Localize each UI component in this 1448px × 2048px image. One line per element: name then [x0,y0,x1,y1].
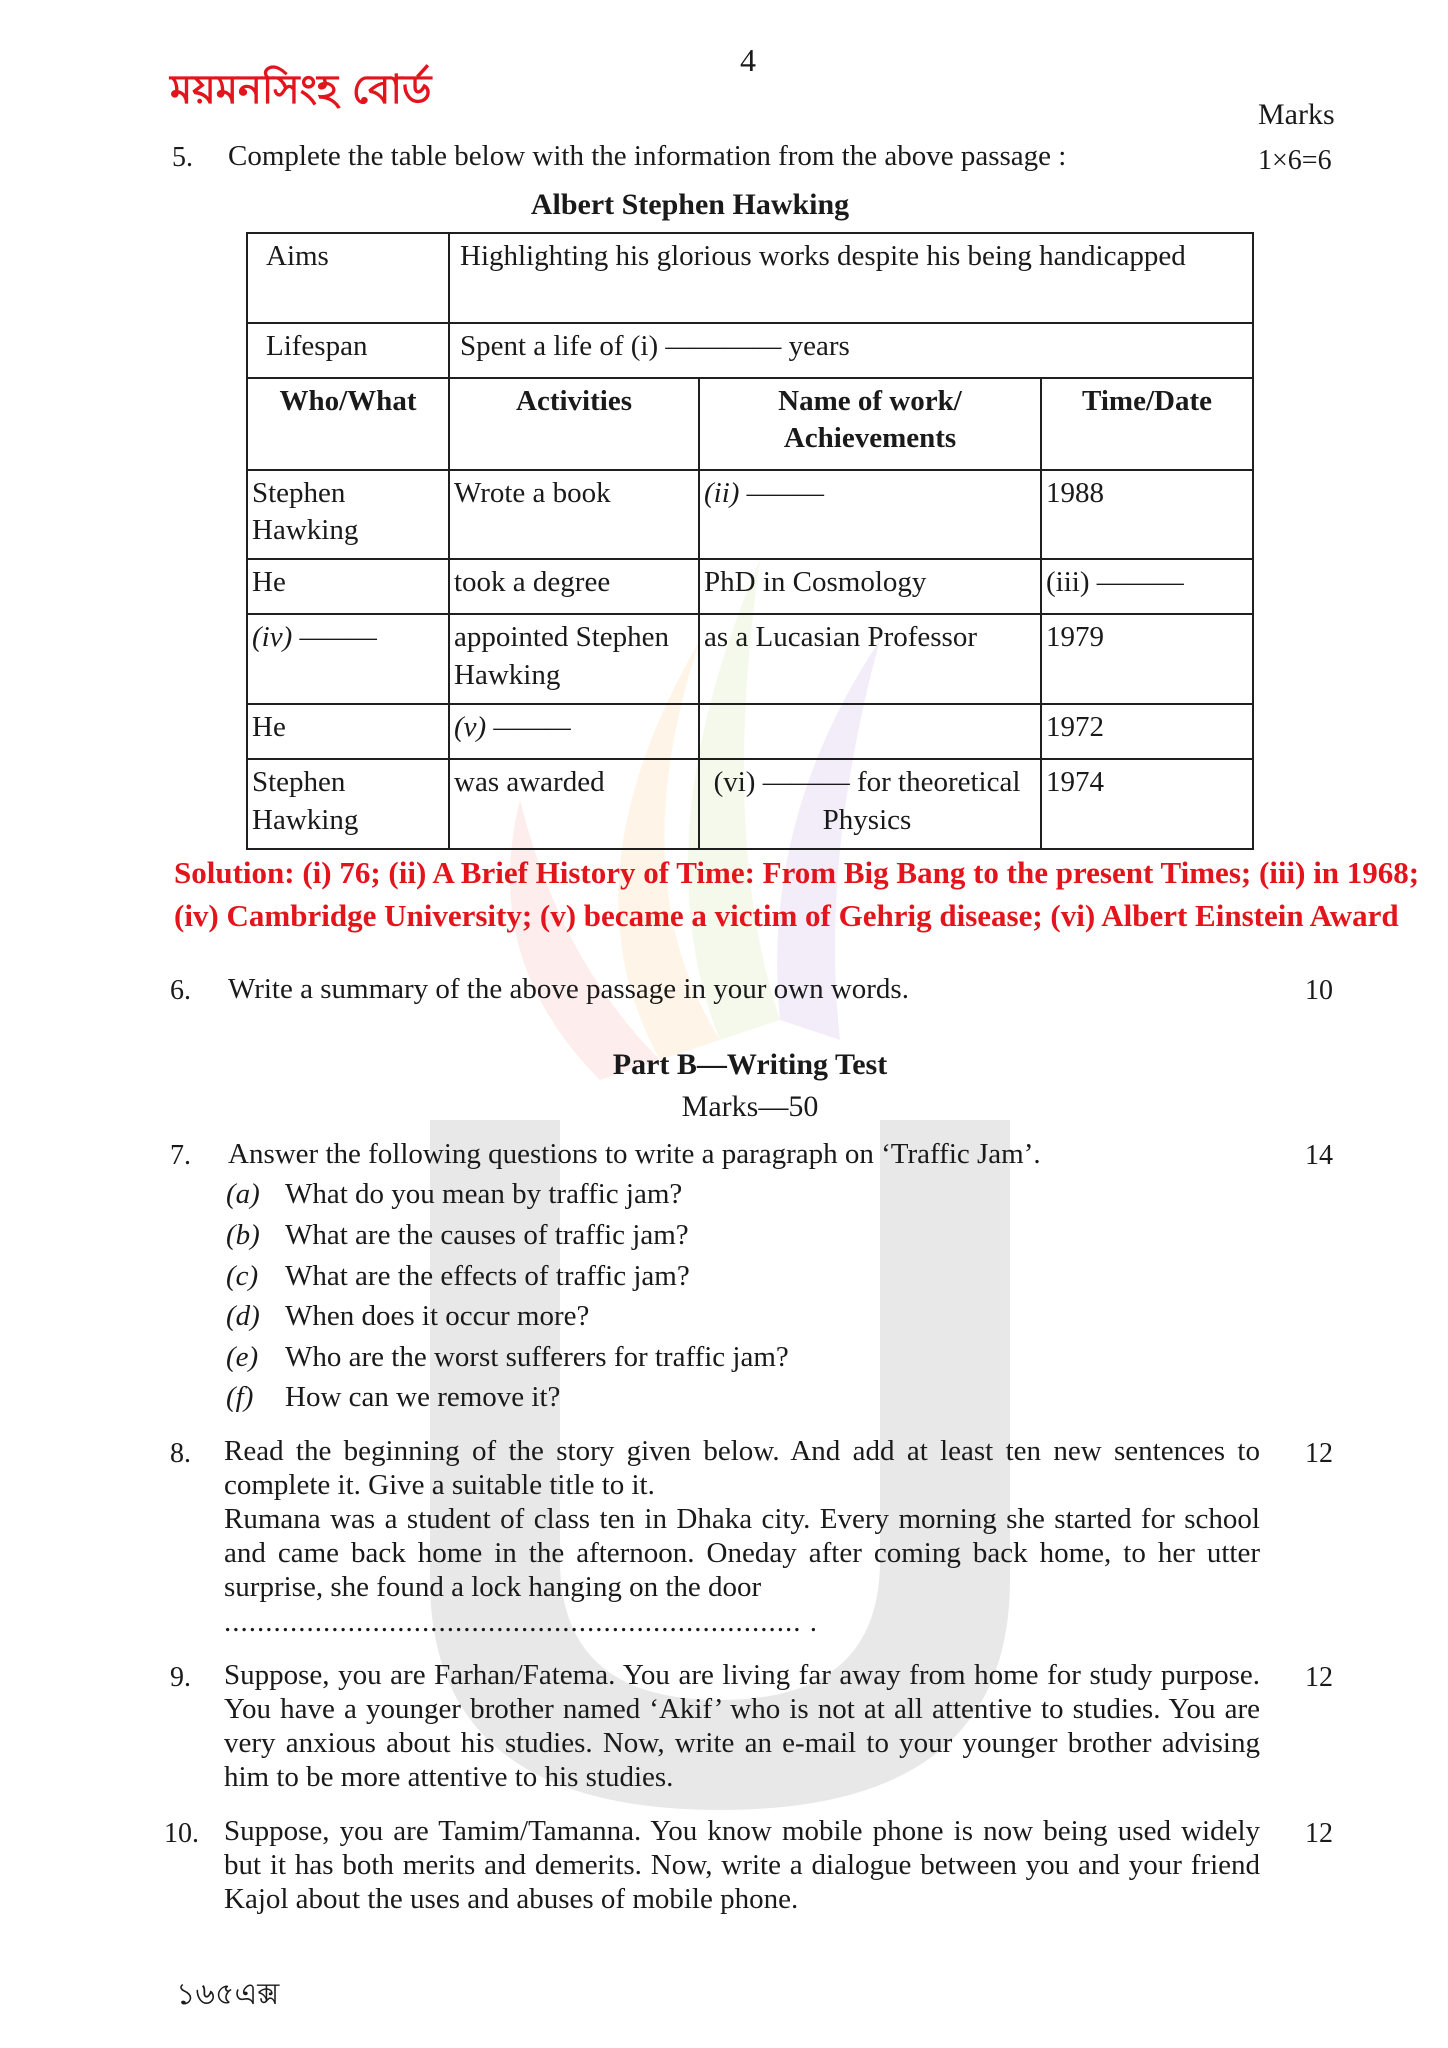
q8-text: Read the beginning of the story given below. And add at least ten new sentences to complete it. Give a suitable title to it. [224,1435,1260,1501]
q5-marks: 1×6=6 [1258,145,1332,176]
q7-sub-label: (f) [226,1381,254,1413]
cell: (iv) ——— [247,614,449,704]
aims-label: Aims [247,233,449,323]
q8-number: 8. [170,1438,191,1469]
q7-text: Answer the following questions to write a paragraph on ‘Traffic Jam’. [228,1138,1041,1170]
table-row [247,323,1253,378]
q5-number: 5. [172,142,193,173]
q5-text: Complete the table below with the information from the above passage : [228,140,1067,172]
marks-header: Marks [1258,98,1335,131]
table-row [247,759,1253,849]
cell: 1979 [1041,614,1253,704]
q6-marks: 10 [1305,975,1333,1006]
lifespan-label: Lifespan [247,323,449,378]
q7-sub-text: What are the effects of traffic jam? [285,1260,690,1292]
col-header-work: Name of work/ Achievements [699,378,1041,470]
cell: Stephen Hawking [247,470,449,560]
table-title: Albert Stephen Hawking [530,188,850,221]
cell: 1974 [1041,759,1253,849]
q8-dots: ...................................................................... . [224,1606,818,1638]
cell: (v) ——— [449,704,699,759]
cell: (iii) ——— [1041,559,1253,614]
info-table [246,232,1254,850]
board-name: ময়মনসিংহ বোর্ড [170,67,432,113]
q10-marks: 12 [1305,1818,1333,1849]
q7-sub-label: (c) [226,1260,259,1292]
aims-value: Highlighting his glorious works despite his being handicapped [449,233,1253,323]
q9-marks: 12 [1305,1662,1333,1693]
cell: He [247,704,449,759]
q7-sub-text: What do you mean by traffic jam? [285,1178,683,1210]
partb-marks: Marks—50 [681,1090,819,1123]
q7-sub-text: How can we remove it? [285,1381,561,1413]
q7-sub-text: Who are the worst sufferers for traffic jam? [285,1341,789,1373]
q10-number: 10. [164,1818,199,1849]
cell: Wrote a book [449,470,699,560]
partb-title: Part B—Writing Test [612,1048,888,1081]
cell: took a degree [449,559,699,614]
table-row [247,470,1253,560]
cell: Stephen Hawking [247,759,449,849]
cell: (vi) ——— for theoretical Physics [699,759,1041,849]
q10-text: Suppose, you are Tamim/Tamanna. You know mobile phone is now being used widely but it has both merits and demerits. Now, write a dialogue between you and your friend Kajol about the uses and abuses of mobile phone. [224,1815,1260,1915]
col-header-time: Time/Date [1041,378,1253,470]
q7-sub-label: (e) [226,1341,259,1373]
q7-marks: 14 [1305,1140,1333,1171]
table-row [247,233,1253,323]
table-row [247,704,1253,759]
cell [699,704,1041,759]
col-header-who: Who/What [247,378,449,470]
cell: 1972 [1041,704,1253,759]
q6-text: Write a summary of the above passage in your own words. [228,973,909,1005]
q8-marks: 12 [1305,1438,1333,1469]
q9-text: Suppose, you are Farhan/Fatema. You are living far away from home for study purpose. You have a younger brother named ‘Akif’ who is not at all attentive to studies. You are very anxious about his studies. Now, write an e-mail to your younger brother advising him to be more attentive to his studies. [224,1659,1260,1793]
q9-number: 9. [170,1662,191,1693]
q7-sub-label: (d) [226,1300,260,1332]
table-row [247,614,1253,704]
solution-text: Solution: (i) 76; (ii) A Brief History of Time: From Big Bang to the present Times; (iii) in 1968; (iv) Cambridge University; (v) became a victim of Gehrig disease; (vi) Albert Einstein Award [174,855,1420,933]
cell: 1988 [1041,470,1253,560]
q7-sub-label: (a) [226,1178,260,1210]
cell: PhD in Cosmology [699,559,1041,614]
table-row [247,559,1253,614]
q7-number: 7. [170,1140,191,1171]
cell: appointed Stephen Hawking [449,614,699,704]
cell: was awarded [449,759,699,849]
col-header-activities: Activities [449,378,699,470]
q7-sub-text: What are the causes of traffic jam? [285,1219,689,1251]
cell: He [247,559,449,614]
q7-sub-text: When does it occur more? [285,1300,590,1332]
q6-number: 6. [170,975,191,1006]
q8-story: Rumana was a student of class ten in Dhaka city. Every morning she started for school and came back home in the afternoon. Oneday after coming back home, to her utter surprise, she found a lock hanging on the door [224,1503,1260,1603]
cell: (ii) ——— [699,470,1041,560]
page-number: 4 [740,42,756,78]
cell: as a Lucasian Professor [699,614,1041,704]
footer-code: ১৬৫এক্স [176,1977,280,2012]
q7-sub-label: (b) [226,1219,260,1251]
table-header-row [247,378,1253,470]
lifespan-value: Spent a life of (i) ———— years [449,323,1253,378]
